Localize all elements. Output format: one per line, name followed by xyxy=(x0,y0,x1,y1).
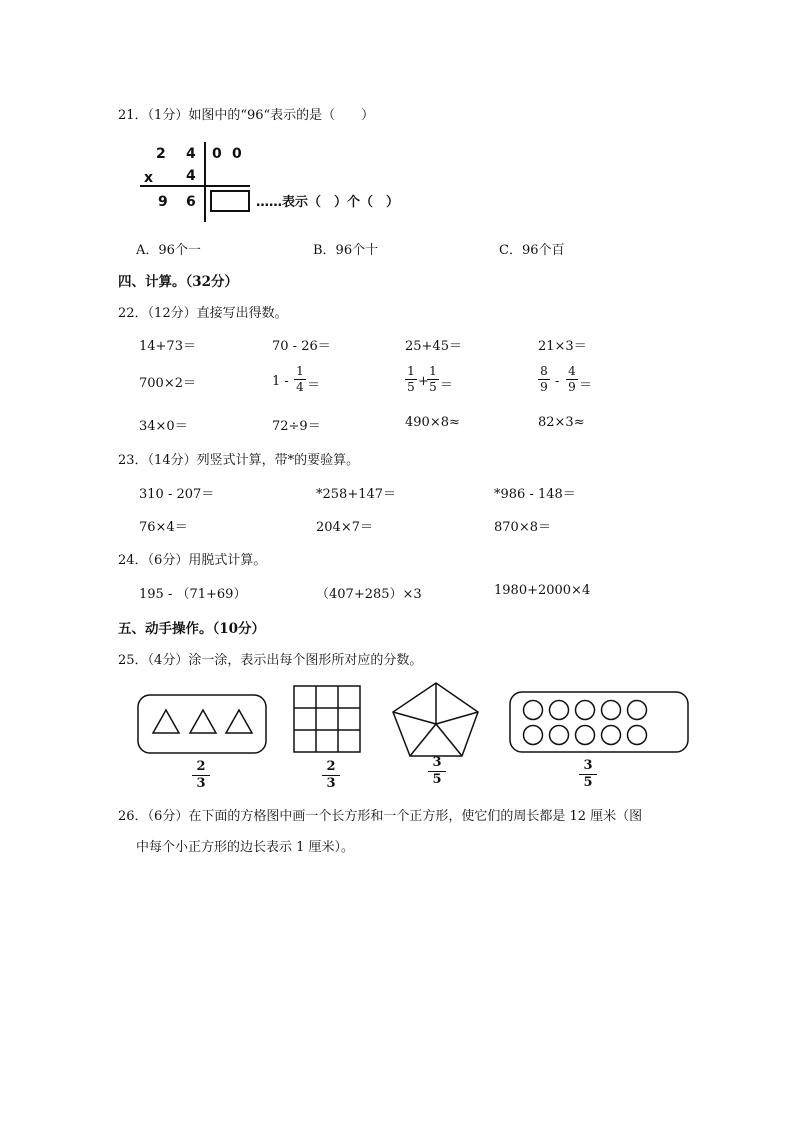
q22-expr: 21×3＝ xyxy=(538,339,587,354)
triangle xyxy=(226,710,252,733)
pentagon xyxy=(393,683,478,756)
q22-expr-op: - xyxy=(555,374,560,389)
fraction-numerator: 3 xyxy=(432,755,442,770)
fraction-denominator: 9 xyxy=(540,380,548,394)
q26-stem-line2: 中每个小正方形的边长表示 1 厘米）。 xyxy=(136,840,355,855)
fraction-denominator: 5 xyxy=(407,380,415,394)
q22-expr: 34×0＝ xyxy=(139,419,188,434)
q21-option-c[interactable]: C．96个百 xyxy=(499,243,565,258)
triangle xyxy=(153,710,179,733)
fig-digit: 4 xyxy=(186,146,196,162)
q23-expr: 310 - 207＝ xyxy=(139,487,215,502)
fraction-numerator: 1 xyxy=(407,364,415,378)
fraction-numerator: 3 xyxy=(583,758,593,773)
fig-digit: 0 xyxy=(212,146,222,162)
grid-square xyxy=(294,686,360,752)
fraction-denominator: 5 xyxy=(429,380,437,394)
q22-expr: 82×3≈ xyxy=(538,415,585,430)
q23-expr: 204×7＝ xyxy=(316,520,373,535)
q25-shapes-figure xyxy=(130,680,700,760)
fraction-numerator: 1 xyxy=(296,364,304,378)
fraction-denominator: 3 xyxy=(196,776,206,791)
q24-expr: 1980+2000×4 xyxy=(494,583,591,598)
q21-option-a[interactable]: A．96个一 xyxy=(136,243,201,258)
q25-stem: 25．（4分）涂一涂，表示出每个图形所对应的分数。 xyxy=(118,653,423,668)
triangle xyxy=(190,710,216,733)
shape-fraction-label xyxy=(579,759,597,790)
q24-stem: 24．（6分）用脱式计算。 xyxy=(118,553,267,568)
q24-expr: 195 - （71+69） xyxy=(139,587,247,602)
fraction xyxy=(405,365,417,394)
q22-expr: 70 - 26＝ xyxy=(272,339,331,354)
q22-expr: 25+45＝ xyxy=(405,339,462,354)
q22-expr: 700×2＝ xyxy=(139,376,196,391)
shape-fraction-label xyxy=(428,756,446,787)
section-5-heading: 五、动手操作。（10分） xyxy=(118,621,266,637)
fraction-denominator: 4 xyxy=(296,380,304,394)
fraction xyxy=(427,365,439,394)
fraction-denominator: 3 xyxy=(326,776,336,791)
fraction-numerator: 4 xyxy=(568,364,576,378)
fraction-denominator: 5 xyxy=(583,775,593,790)
fig-multiply-sign: x xyxy=(144,170,154,186)
q23-expr: *258+147＝ xyxy=(316,487,397,502)
shape-fraction-label xyxy=(322,760,340,791)
fraction-numerator: 2 xyxy=(196,759,206,774)
q23-expr: 76×4＝ xyxy=(139,520,188,535)
fig-answer-box xyxy=(211,191,249,211)
circle xyxy=(524,701,647,745)
q22-expr-suffix: ＝ xyxy=(579,378,593,393)
fraction-numerator: 8 xyxy=(540,364,548,378)
section-4-heading: 四、计算。（32分） xyxy=(118,274,239,290)
q23-expr: 870×8＝ xyxy=(494,520,551,535)
q22-expr-prefix: 1 - xyxy=(272,374,289,389)
fraction xyxy=(538,365,550,394)
fig-digit: 2 xyxy=(156,146,166,162)
fig-digit: 6 xyxy=(186,194,196,210)
q22-expr: 72÷9＝ xyxy=(272,419,321,434)
fraction-denominator: 9 xyxy=(568,380,576,394)
q22-expr-suffix: ＝ xyxy=(307,378,321,393)
q21-vertical-multiplication-figure xyxy=(136,138,436,226)
q26-stem-line1: 26．（6分）在下面的方格图中画一个长方形和一个正方形，使它们的周长都是 12 厘米（图 xyxy=(118,809,643,824)
fraction xyxy=(566,365,578,394)
fig-digit: 0 xyxy=(232,146,242,162)
fraction-numerator: 2 xyxy=(326,759,336,774)
q22-expr: 490×8≈ xyxy=(405,415,460,430)
fraction xyxy=(294,365,306,394)
shape-fraction-label xyxy=(192,760,210,791)
q22-expr-suffix: ＝ xyxy=(440,378,454,393)
q21-option-b[interactable]: B．96个十 xyxy=(313,243,379,258)
q24-expr: （407+285）×3 xyxy=(316,587,422,602)
q22-stem: 22．（12分）直接写出得数。 xyxy=(118,306,288,321)
fraction-denominator: 5 xyxy=(432,772,442,787)
fig-digit: 9 xyxy=(158,194,168,210)
fig-caption: ……表示（ ）个（ ） xyxy=(256,195,400,210)
q22-expr: 14+73＝ xyxy=(139,339,196,354)
q22-expr-op: + xyxy=(418,374,429,389)
q23-stem: 23．（14分）列竖式计算，带*的要验算。 xyxy=(118,453,360,468)
q21-stem: 21．（1分）如图中的“96“表示的是（ ） xyxy=(118,108,375,123)
q23-expr: *986 - 148＝ xyxy=(494,487,576,502)
fraction-numerator: 1 xyxy=(429,364,437,378)
fig-digit: 4 xyxy=(186,168,196,184)
